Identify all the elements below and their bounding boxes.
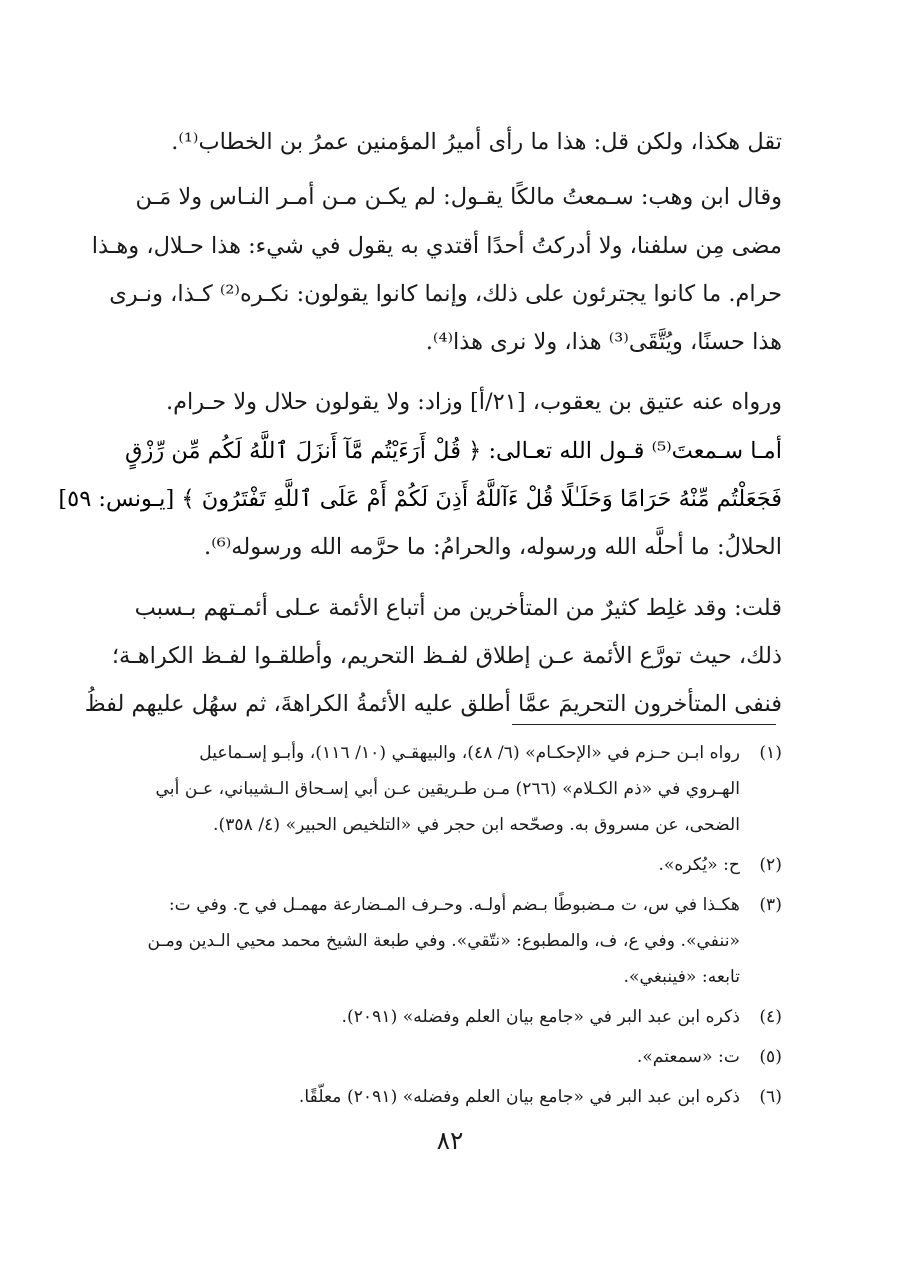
footnote-number: (١) [759, 743, 782, 763]
text-line: فنفى المتأخرون التحريمَ عمَّا أطلق عليه الأئمةُ الكراهةَ، ثم سهُل عليهم لفظُ [84, 691, 782, 718]
footnote-line: ذكره ابن عبد البر في «جامع بيان العلم وفضله» (٢٠٩١) معلّقًا. [298, 1087, 740, 1107]
footnote-5 [118, 1039, 782, 1075]
footnote-line: ت: «سمعتم». [636, 1047, 740, 1067]
footnote-line: الضحى، عن مسروق به. وصحّحه ابن حجر في «التلخيص الحبير» (٤/ ٣٥٨). [213, 815, 740, 835]
footnote-4 [118, 999, 782, 1035]
footnote-number: (٦) [759, 1087, 782, 1107]
footnote-line: هكـذا في س، ت مـضبوطًا بـضم أولـه. وحـرف المـضارعة مهمـل في ح. وفي ت: [168, 895, 740, 915]
footnote-number: (٥) [759, 1047, 782, 1067]
text-line: مضى مِن سلفنا، ولا أدركتُ أحدًا أقتدي به يقول في شيء: هذا حـلال، وهـذا [91, 232, 782, 259]
footnote-2 [118, 847, 782, 883]
footnote-line: الهـروي في «ذم الكـلام» (٢٦٦) مـن طـريقين عـن أبي إسـحاق الـشيباني، عـن أبي [155, 779, 740, 799]
footnote-line: تابعه: «فينبغي». [623, 967, 740, 987]
footnote-6 [118, 1079, 782, 1115]
footnote-number: (٢) [759, 855, 782, 875]
footnote-line: ح: «يُكره». [658, 855, 740, 875]
page-number: ٨٢ [436, 1126, 464, 1155]
quran-verse-line: فَجَعَلْتُم مِّنْهُ حَرَامًا وَحَلَـٰلًا قُلْ ءَآللَّهُ أَذِنَ لَكُمْ أَمْ عَلَى ٱللَّهِ تَفْتَرُونَ ﴾ [يـونس: ٥٩] [58, 486, 782, 513]
paragraph-2 [91, 173, 782, 366]
paragraph-3 [58, 378, 782, 571]
text-line: قلت: وقد غلِط كثيرٌ من المتأخرين من أتباع الأئمة عـلى أئمـتهم بـسبب [134, 594, 782, 621]
text-line: تقل هكذا، ولكن قل: هذا ما رأى أميرُ المؤمنين عمرُ بن الخطاب⁽¹⁾. [171, 129, 782, 155]
footnote-number: (٤) [759, 1007, 782, 1027]
footnote-line: ذكره ابن عبد البر في «جامع بيان العلم وفضله» (٢٠٩١). [341, 1007, 740, 1027]
footnotes [118, 735, 782, 1115]
text-line: ورواه عنه عتيق بن يعقوب، [٢١/أ] وزاد: ولا يقولون حلال ولا حـرام. [165, 389, 782, 416]
text-line: وقال ابن وهب: سـمعتُ مالكًا يقـول: لم يكـن مـن أمـر النـاس ولا مَـن [135, 184, 782, 211]
paragraph-1 [118, 118, 782, 166]
text-line: ذلك، حيث تورَّع الأئمة عـن إطلاق لفـظ التحريم، وأطلقـوا لفـظ الكراهـة؛ [111, 642, 782, 669]
footnote-line: «ننفي». وفي ع، ف، والمطبوع: «نتّقي». وفي طبعة الشيخ محمد محيي الـدين ومـن [147, 931, 740, 951]
footnote-3 [118, 887, 782, 995]
paragraph-4 [84, 584, 782, 729]
quran-verse-line: أمـا سـمعتَ⁽⁵⁾ قـول الله تعـالى: ﴿ قُلْ أَرَءَيْتُم مَّآ أَنزَلَ ٱللَّهُ لَكُم مِّن رِّزْقٍ [125, 437, 782, 464]
main-text [58, 118, 782, 729]
footnote-line: رواه ابـن حـزم في «الإحكـام» (٦/ ٤٨)، والبيهقـي (١٠/ ١١٦)، وأبـو إسـماعيل [199, 743, 740, 763]
text-line: هذا حسنًا، ويُتَّقَى⁽³⁾ هذا، ولا نرى هذا⁽⁴⁾. [425, 329, 782, 356]
text-line: حرام. ما كانوا يجترئون على ذلك، وإنما كانوا يقولون: نكـره⁽²⁾ كـذا، ونـرى [109, 280, 782, 307]
footnote-number: (٣) [759, 895, 782, 915]
footnote-1 [118, 735, 782, 843]
footnote-separator [512, 724, 776, 725]
text-line: الحلالُ: ما أحلَّه الله ورسوله، والحرامُ: ما حرَّمه الله ورسوله⁽⁶⁾. [204, 534, 782, 561]
